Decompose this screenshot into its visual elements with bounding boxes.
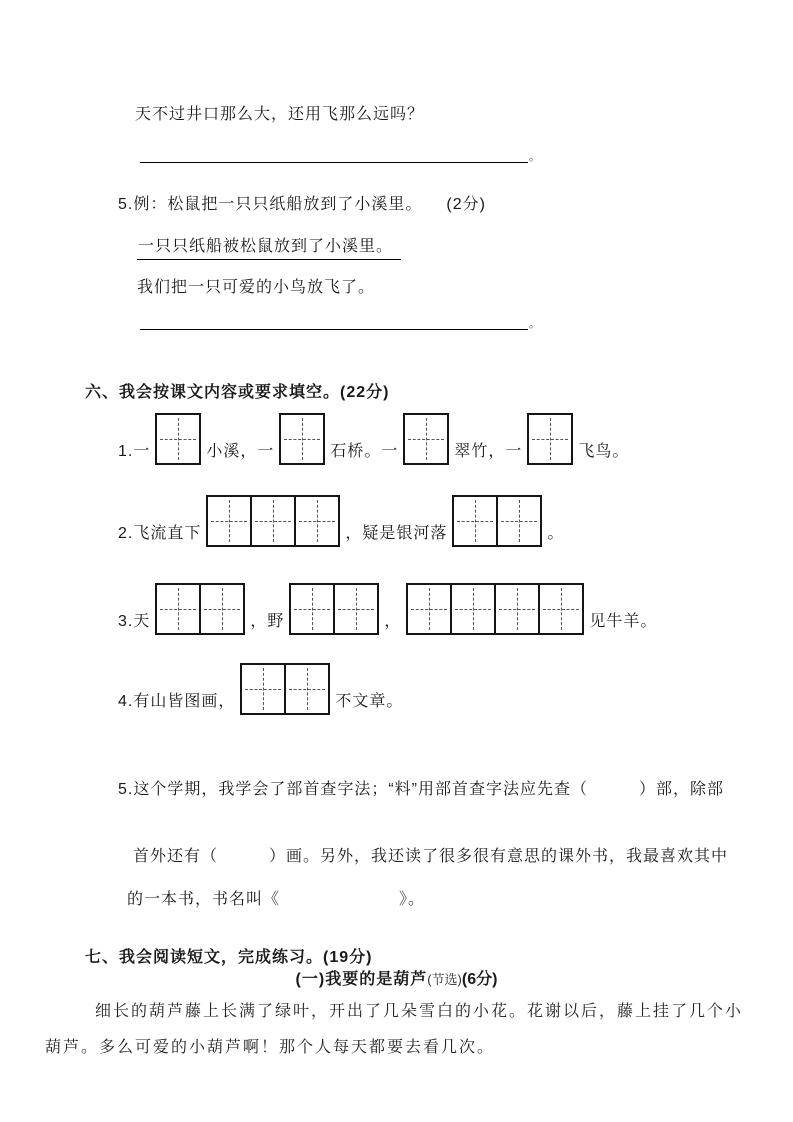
- writing-grid: [406, 583, 584, 635]
- writing-grid: [527, 413, 573, 465]
- fill-item-2: [118, 495, 564, 547]
- fill-item-4: [118, 663, 403, 715]
- writing-grid: [403, 413, 449, 465]
- writing-grid: [206, 495, 340, 547]
- writing-grid-cell: [403, 413, 449, 465]
- fill-text: 飞流直下: [133, 525, 202, 542]
- passage-title-main: (一)我要的是葫芦: [295, 971, 428, 988]
- fill-text: 有山皆图画，: [133, 693, 236, 710]
- fill-text: 这个学期，我学会了部首查字法；“料”用部首查字法应先查（ ）部，除部: [133, 781, 725, 798]
- writing-grid-cell: [155, 413, 201, 465]
- passage-title-note: (节选): [427, 972, 462, 987]
- rewrite-score: (2分): [446, 196, 486, 213]
- writing-grid-cell: [452, 495, 498, 547]
- fill-text: 飞鸟。: [578, 443, 630, 460]
- writing-grid-cell: [294, 495, 340, 547]
- writing-grid-cell: [199, 583, 245, 635]
- underlined-answer-text: 一只只纸船被松鼠放到了小溪里。: [137, 233, 401, 260]
- item-number: 1.: [118, 443, 134, 460]
- writing-grid-cell: [284, 663, 330, 715]
- answer-blank-1: [140, 145, 540, 163]
- fill-text: 石桥。一: [330, 443, 399, 460]
- writing-grid-cell: [206, 495, 252, 547]
- writing-grid-cell: [250, 495, 296, 547]
- fill-text: 小溪，一: [206, 443, 275, 460]
- fill-text: ，疑是银河落: [345, 525, 448, 542]
- fill-text: ，: [384, 613, 402, 630]
- writing-grid-cell: [450, 583, 496, 635]
- fill-text: 见牛羊。: [589, 613, 658, 630]
- rewrite-example-text: 5.例：松鼠把一只只纸船放到了小溪里。: [118, 196, 423, 213]
- writing-grid-cell: [538, 583, 584, 635]
- writing-grid-cell: [155, 583, 201, 635]
- writing-grid: [240, 663, 330, 715]
- writing-grid: [155, 583, 245, 635]
- passage-line-1: 细长的葫芦藤上长满了绿叶，开出了几朵雪白的小花。花谢以后，藤上挂了几个小: [95, 1001, 744, 1020]
- writing-grid-cell: [333, 583, 379, 635]
- writing-grid-cell: [494, 583, 540, 635]
- fill-item-1: [118, 413, 629, 465]
- section-7-heading: 七、我会阅读短文，完成练习。(19分): [85, 949, 373, 966]
- passage-title-score: (6分): [461, 971, 498, 988]
- item-number: 5.: [118, 781, 134, 798]
- fill-text: 翠竹，一: [454, 443, 523, 460]
- fill-text: 一: [133, 443, 151, 460]
- fill-text: 天: [133, 613, 151, 630]
- fill-text: ，野: [250, 613, 285, 630]
- writing-grid-cell: [527, 413, 573, 465]
- writing-grid: [279, 413, 325, 465]
- question-sentence: 天不过井口那么大，还用飞那么远吗？: [135, 106, 425, 123]
- writing-grid-cell: [289, 583, 335, 635]
- rewrite-example-answer: [137, 233, 401, 260]
- period-mark: 。: [529, 151, 540, 163]
- passage-line-2: 葫芦。多么可爱的小葫芦啊！那个人每天都要去看几次。: [45, 1037, 496, 1056]
- writing-grid-cell: [406, 583, 452, 635]
- section-6-heading: 六、我会按课文内容或要求填空。(22分): [85, 384, 390, 401]
- writing-grid: [155, 413, 201, 465]
- writing-grid-cell: [240, 663, 286, 715]
- item-number: 2.: [118, 525, 134, 542]
- period-mark: 。: [529, 318, 540, 330]
- rewrite-item-header: [118, 191, 486, 214]
- writing-grid: [452, 495, 542, 547]
- writing-grid: [289, 583, 379, 635]
- answer-rule-line: [140, 312, 528, 330]
- answer-rule-line: [140, 145, 528, 163]
- writing-grid-cell: [496, 495, 542, 547]
- fill-text: 。: [547, 525, 565, 542]
- writing-grid-cell: [279, 413, 325, 465]
- fill-item-3: [118, 583, 657, 635]
- item-number: 4.: [118, 693, 134, 710]
- fill-text: 不文章。: [335, 693, 404, 710]
- fill-item-5-line-3: 的一本书，书名叫《 》。: [127, 891, 426, 908]
- fill-item-5-line-2: 首外还有（ ）画。另外，我还读了很多很有意思的课外书，我最喜欢其中: [133, 848, 729, 865]
- passage-title: [0, 966, 793, 989]
- answer-blank-2: [140, 312, 540, 330]
- item-number: 3.: [118, 613, 134, 630]
- rewrite-prompt-sentence: 我们把一只可爱的小鸟放飞了。: [137, 279, 376, 296]
- fill-item-5-line-1: [118, 776, 724, 799]
